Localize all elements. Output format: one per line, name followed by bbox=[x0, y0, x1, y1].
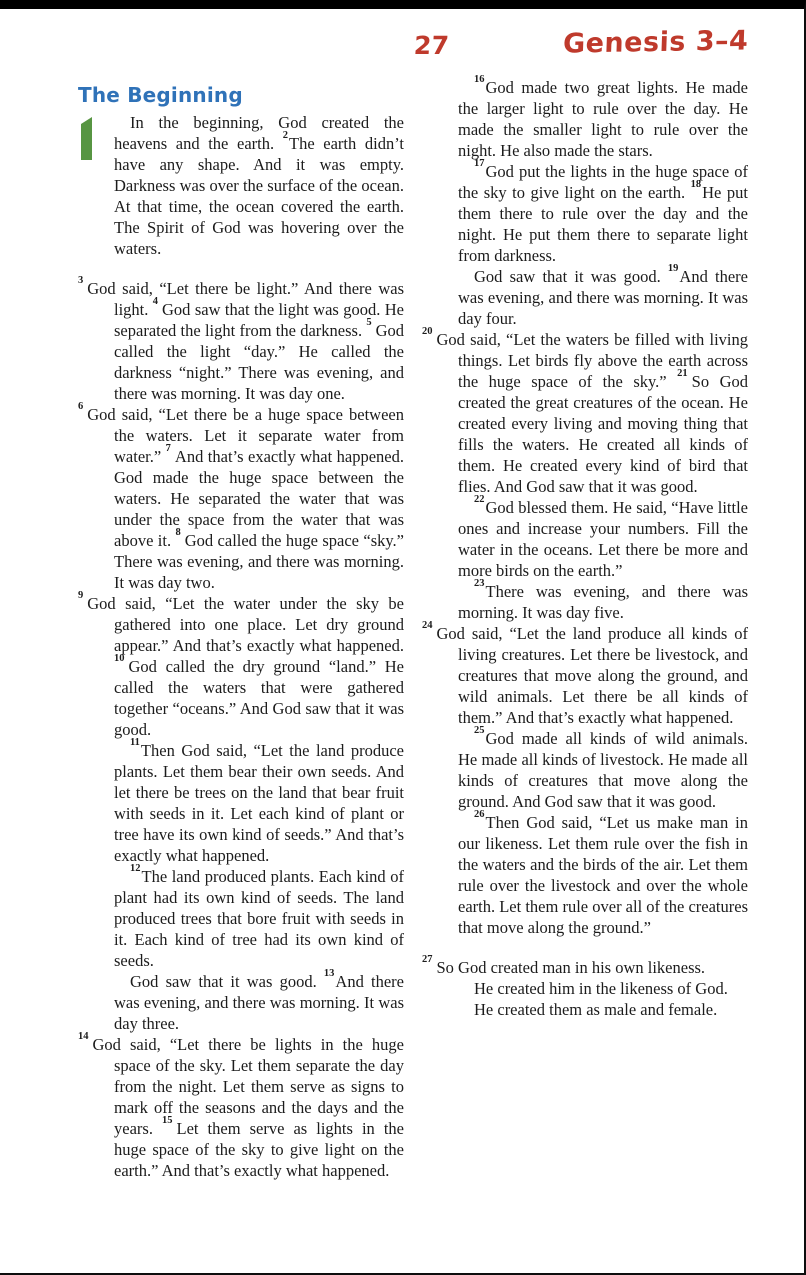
poetry-line: He created them as male and female. bbox=[474, 1000, 718, 1019]
right-column bbox=[422, 73, 748, 1181]
left-column-text bbox=[78, 112, 404, 1181]
verse-number: 21 bbox=[677, 367, 688, 379]
verse-number: 12 bbox=[130, 862, 141, 874]
verse-paragraph: $^{22}$God blessed them. He said, “Have little ones and increase your numbers. Fill the water in the oceans. Let there be more and more birds on the earth.” bbox=[458, 493, 748, 580]
verse-number: 27 bbox=[422, 953, 433, 965]
verse-paragraph: $^9$ God said, “Let the water under the sky be gathered into one place. Let dry ground appear.” And that’s exactly what happened. $^{10}$ God called the dry ground “land.” He called the waters that were gathered together “oceans.” And God saw that it was good. bbox=[78, 589, 404, 739]
verse-paragraph: $^{12}$The land produced plants. Each kind of plant had its own kind of seeds. The land produced trees that bore fruit with seeds in it. Each kind of tree had its own kind of seeds. bbox=[114, 862, 404, 970]
chapter-one-numeral bbox=[78, 115, 95, 160]
poetry-line: $^{27}$ So God created man in his own likeness. bbox=[422, 953, 706, 977]
verse-number: 6 bbox=[78, 400, 84, 412]
verse-number: 16 bbox=[474, 73, 485, 85]
verse-paragraph: $^3$ God said, “Let there be light.” And there was light. $^4$ God saw that the light was good. He separated the light from the darkness. $^5$ God called the light “day.” He called the darkness “night.” There was evening, and there was morning. It was day one. bbox=[78, 274, 404, 403]
right-column-text bbox=[422, 73, 748, 1020]
verse-number: 19 bbox=[667, 262, 679, 274]
verse-paragraph: $^{17}$God put the lights in the huge space of the sky to give light on the earth. $^{18}$He put them there to rule over the day and the night. He put them there to separate light from darkness. bbox=[458, 157, 748, 265]
verse-number: 8 bbox=[175, 526, 181, 538]
verse-number: 5 bbox=[366, 316, 372, 328]
verse-paragraph: $^{11}$Then God said, “Let the land produce plants. Let them bear their own seeds. And let there be trees on the land that bear fruit with seeds in it. Let each kind of plant or tree have its own kind of seeds.” And that’s exactly what happened. bbox=[114, 736, 404, 865]
verse-number: 7 bbox=[165, 442, 171, 454]
chapter-number bbox=[78, 115, 95, 165]
verse-number: 14 bbox=[78, 1030, 89, 1042]
page-header bbox=[78, 9, 748, 71]
verse-paragraph: $^{20}$ God said, “Let the waters be filled with living things. Let birds fly above the earth across the huge space of the sky.” $^{21}$ So God created the great creatures of the ocean. He created every living and moving thing that fills the waters. He created all kinds of them. He created every kind of bird that flies. And God saw that it was good. bbox=[422, 325, 748, 496]
verse-number: 3 bbox=[78, 274, 84, 286]
verse-paragraph: $^{26}$Then God said, “Let us make man in our likeness. Let them rule over the fish in the waters and the birds of the air. Let them rule over the livestock and over the whole earth. Let them rule over all of the creatures that move along the ground.” bbox=[458, 808, 748, 937]
verse-paragraph: $^{25}$God made all kinds of wild animals. He made all kinds of livestock. He made all kinds of creatures that move along the ground. And God saw that it was good. bbox=[458, 724, 748, 811]
page-number: 27 bbox=[412, 31, 450, 60]
poetry-line: He created him in the likeness of God. bbox=[474, 979, 728, 998]
verse-number: 18 bbox=[690, 178, 702, 190]
verse-number: 24 bbox=[422, 619, 433, 631]
book-reference: Genesis 3–4 bbox=[562, 25, 749, 60]
verse-paragraph: $^6$ God said, “Let there be a huge space between the waters. Let it separate water from water.” $^7$ And that’s exactly what happened. God made the huge space between the waters. He separated the water that was under the space from the water that was above it. $^8$ God called the huge space “sky.” There was evening, and there was morning. It was day two. bbox=[78, 400, 404, 592]
verse-paragraph: God saw that it was good. $^{13}$And there was evening, and there was morning. It was day three. bbox=[114, 967, 404, 1033]
verse-number: 11 bbox=[130, 736, 140, 748]
verse-paragraph: $^{16}$God made two great lights. He made the larger light to rule over the day. He made the smaller light to rule over the night. He also made the stars. bbox=[458, 73, 748, 160]
verse-number: 9 bbox=[78, 589, 84, 601]
verse-number: 22 bbox=[474, 493, 485, 505]
verse-number: 2 bbox=[282, 129, 288, 141]
verse-number: 26 bbox=[474, 808, 485, 820]
verse-paragraph: $^{24}$ God said, “Let the land produce all kinds of living creatures. Let there be livestock, and creatures that move along the ground, and wild animals. Let there be all kinds of them.” And that’s exactly what happened. bbox=[422, 619, 748, 727]
verse-number: 17 bbox=[474, 157, 485, 169]
verse-paragraph: $^{14}$ God said, “Let there be lights in the huge space of the sky. Let them separate the day from the night. Let them serve as signs to mark off the seasons and the days and the years. $^{15}$ Let them serve as lights in the huge space of the sky to give light on the earth.” And that’s exactly what happened. bbox=[78, 1030, 404, 1180]
verse-number: 23 bbox=[474, 577, 485, 589]
left-column bbox=[78, 77, 404, 1181]
verse-number: 15 bbox=[162, 1114, 173, 1126]
verse-paragraph: In the beginning, God created the heavens and the earth. $^2$The earth didn’t have any shape. And it was empty. Darkness was over the surface of the ocean. At that time, the ocean covered the earth. The Spirit of God was hovering over the waters. bbox=[114, 112, 404, 259]
verse-number: 4 bbox=[152, 295, 159, 307]
text-columns bbox=[78, 73, 748, 1181]
verse-number: 10 bbox=[114, 652, 125, 664]
section-heading: The Beginning bbox=[78, 83, 243, 107]
verse-paragraph: $^{23}$There was evening, and there was morning. It was day five. bbox=[458, 577, 748, 622]
verse-number: 13 bbox=[323, 967, 335, 979]
verse-number: 20 bbox=[422, 325, 433, 337]
verse-paragraph: God saw that it was good. $^{19}$And there was evening, and there was morning. It was day four. bbox=[458, 262, 748, 328]
verse-number: 25 bbox=[474, 724, 485, 736]
